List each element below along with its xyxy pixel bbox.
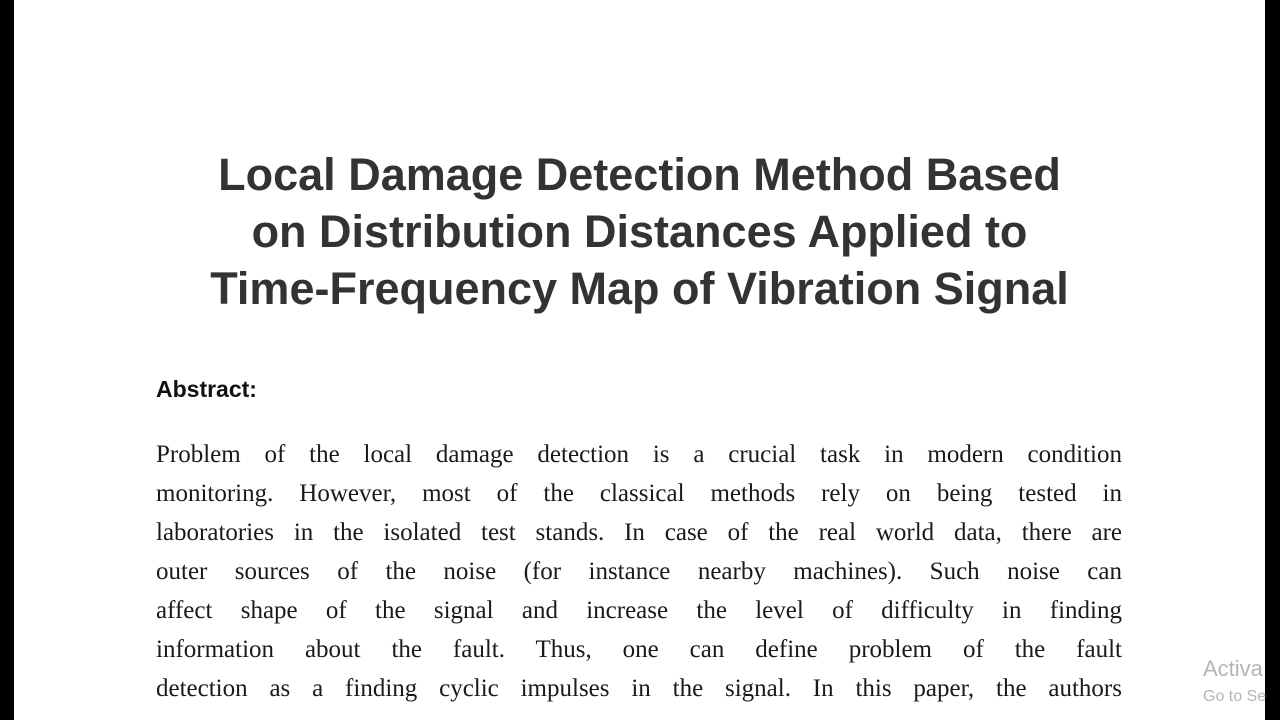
abstract-line: outer sources of the noise (for instance nearby machines). Such noise can: [156, 558, 1122, 585]
abstract-line: Problem of the local damage detection is a crucial task in modern condition: [156, 441, 1122, 468]
abstract-body: [156, 435, 1122, 708]
title-line: on Distribution Distances Applied to: [251, 206, 1028, 257]
activation-watermark-subtitle: Go to Se: [1203, 688, 1267, 705]
abstract-line: affect shape of the signal and increase the level of difficulty in finding: [156, 597, 1122, 624]
title-line: Local Damage Detection Method Based: [218, 149, 1061, 200]
abstract-heading: Abstract:: [156, 376, 257, 402]
abstract-line: information about the fault. Thus, one can define problem of the fault: [156, 636, 1122, 663]
activation-watermark-title: Activa: [1203, 656, 1263, 681]
abstract-line: laboratories in the isolated test stands. In case of the real world data, there are: [156, 519, 1122, 546]
document-page: [14, 0, 1265, 720]
paper-title: [14, 146, 1265, 317]
title-line: Time-Frequency Map of Vibration Signal: [210, 263, 1069, 314]
abstract-line: monitoring. However, most of the classical methods rely on being tested in: [156, 480, 1122, 507]
abstract-line: detection as a finding cyclic impulses in the signal. In this paper, the authors: [156, 675, 1122, 702]
